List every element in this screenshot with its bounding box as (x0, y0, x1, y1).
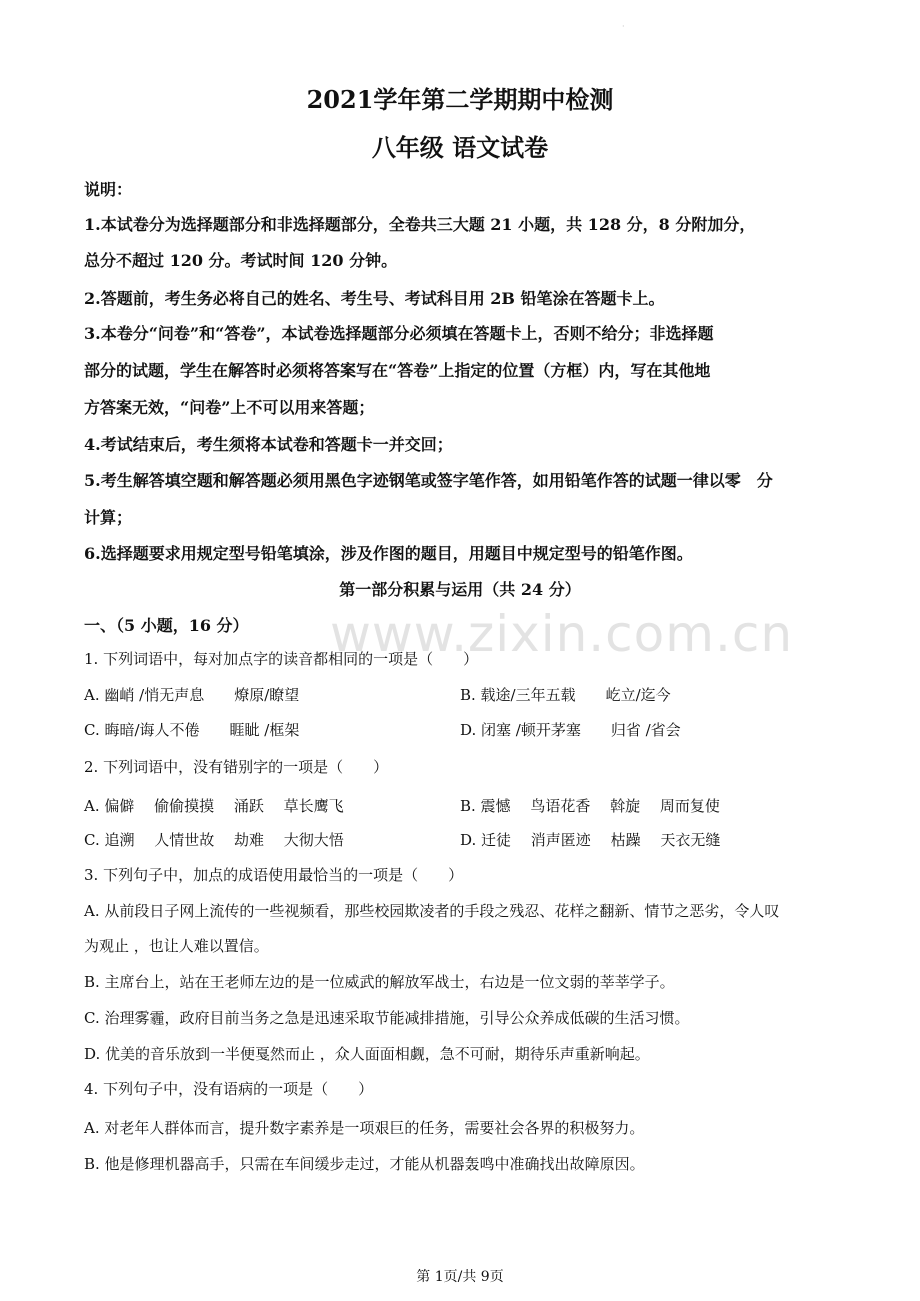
q3-option-c: C. 治理雾霾，政府目前当务之急是迅速采取节能减排措施，引导公众养成低碳的生活习惯。 (84, 1009, 690, 1027)
q3-option-a: A. 从前段日子网上流传的一些视频看，那些校园欺凌者的手段之残忍、花样之翻新、情节之恶劣，令人叹 (84, 902, 780, 920)
q1-option-c: C. 晦暗/诲人不倦 睚眦 /框架 (84, 721, 300, 739)
q4-stem: 4. 下列句子中，没有语病的一项是（ ） (84, 1080, 374, 1098)
instructions-heading: 说明： (84, 180, 133, 199)
q2-option-b: B. 震憾 鸟语花香 斡旋 周而复使 (460, 797, 720, 815)
corner-mark: · (622, 22, 625, 31)
q1-stem: 1. 下列词语中，每对加点字的读音都相同的一项是（ ） (84, 650, 479, 668)
instruction-line: 5.考生解答填空题和解答题必须用黑色字迹钢笔或签字笔作答，如用铅笔作答的试题一律以零 分 (84, 471, 773, 490)
section-title: 第一部分积累与运用（共 24 分） (339, 580, 581, 599)
instruction-line: 总分不超过 120 分。考试时间 120 分钟。 (84, 251, 398, 270)
q2-stem: 2. 下列词语中，没有错别字的一项是（ ） (84, 758, 389, 776)
instruction-line: 3.本卷分“问卷”和“答卷”，本试卷选择题部分必须填在答题卡上，否则不给分；非选择题 (84, 324, 714, 343)
instruction-line: 方答案无效，“问卷”上不可以用来答题； (84, 398, 375, 417)
exam-subtitle: 八年级 语文试卷 (371, 133, 549, 162)
q3-option-b: B. 主席台上，站在王老师左边的是一位威武的解放军战士，右边是一位文弱的莘莘学子。 (84, 973, 675, 991)
instruction-line: 4.考试结束后，考生须将本试卷和答题卡一并交回； (84, 435, 453, 454)
instruction-line: 计算； (84, 508, 133, 527)
page-number: 第 1页/共 9页 (416, 1269, 504, 1285)
instruction-line: 部分的试题，学生在解答时必须将答案写在“答卷”上指定的位置（方框）内，写在其他地 (84, 361, 711, 380)
q4-option-b: B. 他是修理机器高手，只需在车间缓步走过，才能从机器轰鸣中准确找出故障原因。 (84, 1155, 645, 1173)
instruction-line: 2.答题前，考生务必将自己的姓名、考生号、考试科目用 2B 铅笔涂在答题卡上。 (84, 289, 665, 308)
q1-option-d: D. 闭塞 /顿开茅塞 归省 /省会 (460, 721, 681, 739)
q2-option-d: D. 迁徒 消声匿迹 枯躁 天衣无缝 (460, 831, 721, 849)
q2-option-a: A. 偏僻 偷偷摸摸 涌跃 草长鹰飞 (84, 797, 344, 815)
q3-option-d: D. 优美的音乐放到一半便戛然而止 ，众人面面相觑，急不可耐，期待乐声重新响起。 (84, 1045, 650, 1063)
exam-title: 2021学年第二学期期中检测 (306, 85, 614, 114)
q1-option-a: A. 幽峭 /悄无声息 燎原/瞭望 (84, 686, 300, 704)
watermark: www.zixin.com.cn (330, 605, 794, 663)
instruction-line: 1.本试卷分为选择题部分和非选择题部分，全卷共三大题 21 小题，共 128 分，8 分附加分， (84, 215, 756, 234)
q1-option-b: B. 载途/三年五载 屹立/迄今 (460, 686, 671, 704)
instruction-line: 6.选择题要求用规定型号铅笔填涂，涉及作图的题目，用题目中规定型号的铅笔作图。 (84, 544, 693, 563)
q3-option-a-continued: 为观止 ，也让人难以置信。 (84, 937, 269, 955)
question-group-heading: 一、（5 小题，16 分） (84, 616, 249, 635)
q2-option-c: C. 追溯 人情世故 劫难 大彻大悟 (84, 831, 344, 849)
q4-option-a: A. 对老年人群体而言，提升数字素养是一项艰巨的任务，需要社会各界的积极努力。 (84, 1119, 645, 1137)
q3-stem: 3. 下列句子中，加点的成语使用最恰当的一项是（ ） (84, 866, 464, 884)
